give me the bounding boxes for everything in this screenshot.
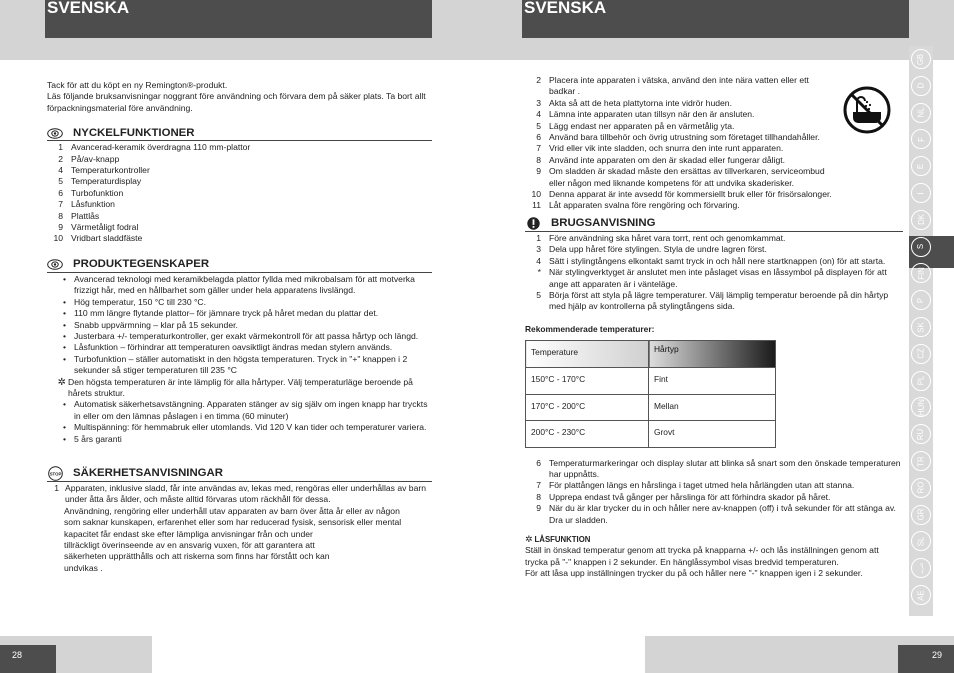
- list-item-number: 2: [536, 75, 541, 85]
- table-cell-hair-type: Mellan: [649, 394, 776, 421]
- list-item: [47, 211, 432, 222]
- no-water-warning-icon: [842, 85, 892, 135]
- language-tab-label: FIN: [916, 267, 926, 280]
- list-item: [47, 222, 432, 233]
- eye-icon: [47, 259, 63, 271]
- list-item: [47, 434, 432, 445]
- list-item: [525, 503, 903, 526]
- info-icon: [525, 218, 541, 230]
- lock-function-title: LÅSFUNKTION: [534, 535, 591, 545]
- list-item-text: Turbofunktion – ställer automatiskt in den högsta temperaturen. Tryck in "+" knappen i 2 sekunder så stiger temperaturen till 235 °C: [74, 353, 408, 376]
- list-item-text: Upprepa endast två gånger per hårslinga för att förhindra skador på håret.: [549, 491, 831, 502]
- bullet-icon: •: [62, 422, 66, 433]
- list-item-text: Lägg endast ner apparaten på en värmetålig yta.: [549, 120, 735, 131]
- bullet-icon: •: [62, 308, 66, 319]
- list-item: [47, 342, 432, 353]
- list-item-number: 7: [58, 199, 63, 210]
- table-cell-temperature: 150°C - 170°C: [526, 368, 649, 395]
- sun-icon: ✲: [57, 376, 66, 388]
- table-row: [526, 421, 776, 448]
- page-title-right: SVENSKA: [522, 0, 909, 38]
- table-header-hair-type: Hårtyp: [649, 341, 776, 368]
- key-features-title: NYCKELFUNKTIONER: [73, 126, 195, 139]
- list-item-text: Temperaturdisplay: [71, 176, 142, 187]
- list-item: [525, 155, 835, 166]
- list-item-number: 11: [532, 200, 541, 211]
- list-item-number: 2: [58, 153, 63, 164]
- usage-list-2: [525, 458, 903, 526]
- list-item-number: 6: [536, 132, 541, 143]
- product-features-title: PRODUKTEGENSKAPER: [73, 258, 210, 271]
- language-tab-label: HUN: [916, 398, 926, 416]
- list-item-number: 4: [536, 255, 541, 266]
- stop-icon: [47, 468, 63, 480]
- language-tab-label: NL: [916, 107, 926, 118]
- list-item: [525, 189, 835, 200]
- list-item-text: Multispänning: för hemmabruk eller utomlands. Vid 120 V kan tider och temperaturer variera.: [74, 422, 427, 433]
- safety-item-text: Apparaten, inklusive sladd, får inte användas av, lekas med, rengöras eller underhållas av barn under åtta års ålder, och måste alltid förvaras utom räckhåll för dessa.: [65, 482, 426, 505]
- list-item: [47, 165, 432, 176]
- bullet-icon: •: [62, 273, 66, 284]
- usage-heading: [525, 218, 903, 232]
- language-tab[interactable]: [911, 397, 931, 417]
- list-item-text: 5 års garanti: [74, 433, 122, 444]
- list-item-number: 3: [536, 97, 541, 108]
- list-item-number: 5: [58, 176, 63, 187]
- list-item-text: Denna apparat är inte avsedd för kommersiellt bruk eller för frisörsalonger.: [549, 189, 832, 200]
- list-item-text: Sätt i stylingtångens elkontakt samt tryck in och håll nere startknappen (on) för att starta.: [549, 255, 886, 266]
- list-item: [525, 132, 835, 143]
- list-item: [525, 492, 903, 503]
- list-item-text: Placera inte apparaten i vätska, använd den inte nära vatten eller ett badkar .: [549, 75, 809, 97]
- language-tab-label: E: [916, 163, 926, 169]
- list-item: [525, 267, 903, 290]
- safety-title: SÄKERHETSANVISNINGAR: [73, 467, 223, 480]
- list-item-number: 3: [536, 244, 541, 255]
- list-item: [525, 244, 903, 255]
- list-item-text: För plattången längs en hårslinga i taget utmed hela hårlängden utan att stanna.: [549, 480, 855, 491]
- list-item-number: 5: [536, 289, 541, 300]
- list-item: [47, 399, 432, 422]
- language-tab[interactable]: [911, 344, 931, 364]
- product-features-list-2: [47, 399, 432, 445]
- list-item: [525, 200, 835, 211]
- bullet-icon: •: [62, 342, 66, 353]
- language-tab[interactable]: [911, 531, 931, 551]
- language-tab[interactable]: [911, 156, 931, 176]
- list-item: [525, 290, 903, 313]
- list-item: [47, 199, 432, 210]
- list-item: [47, 188, 432, 199]
- list-item-number: 4: [536, 109, 541, 120]
- list-item-number: *: [537, 267, 541, 278]
- language-tab-label: D: [916, 82, 926, 89]
- list-item-text: Justerbara +/- temperaturkontroller, ger exakt värmekontroll för att passa hårtyp och längd.: [74, 330, 419, 341]
- table-row: [526, 368, 776, 395]
- language-tab-label: SK: [916, 321, 926, 333]
- list-item-number: 1: [58, 142, 63, 153]
- page-number-left: 28: [0, 645, 56, 673]
- usage-list: [525, 233, 903, 313]
- language-tab-label: P: [916, 297, 926, 303]
- list-item: [47, 233, 432, 244]
- list-item: [525, 233, 903, 244]
- list-item-number: 9: [536, 503, 541, 514]
- list-item-text: Låsfunktion: [71, 199, 115, 210]
- language-tab[interactable]: [911, 103, 931, 123]
- list-item-text: Temperaturmarkeringar och display slutar att blinka så snart som den önskade temperaturen har uppnåtts.: [549, 457, 901, 480]
- safety-text-line: säkerheten upprätthålls och att riskerna som finns har förstått och kan: [64, 551, 330, 562]
- language-tab[interactable]: [911, 49, 931, 69]
- language-tab[interactable]: [911, 237, 931, 257]
- table-header-temperature: Temperature: [526, 341, 649, 368]
- svg-text:STOP: STOP: [49, 471, 61, 477]
- list-item-text: Hög temperatur, 150 °C till 230 °C.: [74, 296, 207, 307]
- list-item: [47, 320, 432, 331]
- list-item-number: 8: [536, 154, 541, 165]
- sun-note: [47, 377, 432, 400]
- language-tab-label: RO: [916, 481, 926, 494]
- list-item: [47, 142, 432, 153]
- lock-function-text-2: För att låsa upp inställningen trycker du på och håller nere "-" knappen igen i 2 sekunder.: [525, 568, 863, 579]
- bullet-icon: •: [62, 330, 66, 341]
- page-title-left: SVENSKA: [45, 0, 432, 38]
- table-cell-temperature: 170°C - 200°C: [526, 394, 649, 421]
- list-item-number: 6: [58, 187, 63, 198]
- sun-note-text: Den högsta temperaturen är inte lämplig för alla hårtyper. Välj temperaturläge beroende på hårets struktur.: [68, 376, 413, 398]
- list-item-text: Akta så att de heta plattytorna inte vidrör huden.: [549, 97, 732, 108]
- language-tab-label: DK: [916, 214, 926, 226]
- list-item-text: Om sladden är skadad måste den ersättas av tillverkaren, serviceombud eller någon med liknande kompetens för att undvika skaderisker.: [549, 166, 825, 188]
- intro-line-1: Tack för att du köpt en ny Remington®-produkt.: [47, 80, 228, 90]
- table-row: [526, 394, 776, 421]
- language-tab[interactable]: [911, 129, 931, 149]
- safety-item-number: 1: [54, 482, 59, 493]
- lock-function-heading: [525, 534, 903, 545]
- list-item: [525, 458, 903, 481]
- language-tab-label: RU: [916, 428, 926, 440]
- language-tab-label: I: [916, 191, 926, 195]
- language-tab[interactable]: [911, 505, 931, 525]
- sun-icon: ✲: [525, 534, 533, 545]
- list-item-text: Automatisk säkerhetsavstängning. Apparaten stänger av sig själv om ingen knapp har tryckts in eller om den lämnas påslagen i en timma (60 minuter): [74, 399, 428, 421]
- safety-text-line: undvikas .: [64, 562, 103, 573]
- table-header-row: [526, 341, 776, 368]
- product-features-list: [47, 274, 432, 377]
- list-item-text: Låsfunktion – förhindrar att temperaturen oavsiktligt ändras medan stylern används.: [74, 342, 393, 353]
- list-item-number: 1: [536, 232, 541, 243]
- product-features-heading: [47, 259, 432, 273]
- language-tab-label: SL: [916, 536, 926, 547]
- lock-function-text-1: Ställ in önskad temperatur genom att trycka på knapparna +/- och lås inställningen genom att trycka på "-" knappen i 2 sekunder. En hänglåssymbol visas bredvid temperaturen.: [525, 545, 879, 567]
- language-tab-label: PL: [916, 375, 926, 386]
- language-tab[interactable]: [911, 478, 931, 498]
- list-item: [525, 143, 835, 154]
- intro-text: [47, 80, 432, 114]
- page-number-right: 29: [898, 645, 954, 673]
- language-tab-label: S: [916, 243, 926, 250]
- list-item-text: Låt apparaten svalna före rengöring och förvaring.: [549, 200, 740, 211]
- language-tab[interactable]: [911, 585, 931, 605]
- list-item: [47, 297, 432, 308]
- language-tab[interactable]: [911, 183, 931, 203]
- language-tab[interactable]: [911, 210, 931, 230]
- safety-text-line: Användning, rengöring eller underhåll utav apparaten av barn över åtta år eller av någon: [64, 505, 400, 516]
- safety-list: [525, 75, 835, 212]
- bullet-icon: •: [62, 319, 66, 330]
- list-item-text: Vrid eller vik inte sladden, och snurra den inte runt apparaten.: [549, 143, 784, 154]
- list-item: [525, 121, 835, 132]
- list-item-number: 5: [536, 120, 541, 131]
- language-tab-label: GB: [916, 53, 926, 65]
- list-item: [525, 75, 835, 98]
- language-tab-label: AE: [916, 589, 926, 601]
- list-item-text: Lämna inte apparaten utan tillsyn när den är ansluten.: [549, 109, 755, 120]
- list-item-number: 6: [536, 457, 541, 468]
- list-item: [47, 331, 432, 342]
- table-cell-hair-type: Fint: [649, 368, 776, 395]
- bullet-icon: •: [62, 353, 66, 364]
- table-cell-hair-type: Grovt: [649, 421, 776, 448]
- list-item-text: Plattlås: [71, 210, 100, 221]
- eye-icon: [47, 127, 63, 139]
- safety-heading: [47, 468, 432, 482]
- bullet-icon: •: [62, 399, 66, 410]
- list-item: [525, 480, 903, 491]
- right-column: [525, 75, 903, 580]
- list-item-text: När stylingverktyget är anslutet men inte påslaget visas en låssymbol på displayen för att ange att apparaten är i vänteläge.: [549, 267, 887, 289]
- safety-item-1-more: [47, 506, 432, 574]
- safety-text-line: kapacitet får endast ske efter lämpliga anvisningar från och under: [64, 528, 313, 539]
- list-item-number: 7: [536, 480, 541, 491]
- language-tab[interactable]: [911, 424, 931, 444]
- list-item-text: Vridbart sladdfäste: [71, 233, 143, 244]
- safety-text-line: som saknar kunskapen, erfarenhet eller som har reducerad fysisk, sensorisk eller mental: [64, 517, 402, 528]
- list-item: [525, 109, 835, 120]
- language-tab[interactable]: [911, 558, 931, 578]
- safety-text-line: tillräckligt överinseende av en ansvarig vuxen, för att garantera att: [64, 540, 315, 550]
- list-item-number: 4: [58, 165, 63, 176]
- language-tabs: [909, 46, 933, 616]
- list-item: [47, 154, 432, 165]
- active-tab-strip: [933, 236, 954, 268]
- language-tab[interactable]: [911, 263, 931, 283]
- list-item-text: Värmetåligt fodral: [71, 222, 139, 233]
- list-item-text: Använd bara tillbehör och övrig utrustning som företaget tillhandahåller.: [549, 132, 820, 143]
- list-item-number: 7: [536, 143, 541, 154]
- list-item: [47, 308, 432, 319]
- key-features-list: [47, 142, 432, 245]
- language-tab-label: CZ: [916, 348, 926, 359]
- list-item-text: Avancerad-keramik överdragna 110 mm-plattor: [71, 142, 251, 153]
- list-item: [525, 98, 835, 109]
- list-item: [525, 256, 903, 267]
- intro-line-2: Läs följande bruksanvisningar noggrant före användning och förvara dem på säker plats. Ta bort allt förpackningsmaterial före användning.: [47, 91, 426, 113]
- list-item: [47, 354, 432, 377]
- list-item-number: 10: [53, 233, 63, 244]
- language-tab[interactable]: [911, 371, 931, 391]
- list-item-text: Före användning ska håret vara torrt, rent och genomkammat.: [549, 232, 786, 243]
- language-tab[interactable]: [911, 290, 931, 310]
- list-item-number: 9: [58, 222, 63, 233]
- list-item-number: 9: [536, 166, 541, 177]
- list-item: [47, 422, 432, 433]
- list-item: [47, 176, 432, 187]
- list-item-text: Dela upp håret före stylingen. Styla de undre lagren först.: [549, 244, 767, 255]
- list-item-text: På/av-knapp: [71, 153, 120, 164]
- list-item-text: Avancerad teknologi med keramikbelagda plattor fyllda med mikrobalsam för att motverka frizzigt hår, med en hållbarhet som gäller under hela apparatens livslängd.: [74, 273, 415, 296]
- list-item-text: Temperaturkontroller: [71, 165, 150, 176]
- list-item-number: 8: [58, 210, 63, 221]
- table-cell-temperature: 200°C - 230°C: [526, 421, 649, 448]
- list-item-number: 10: [531, 189, 541, 200]
- list-item-text: Snabb uppvärmning – klar på 15 sekunder.: [74, 319, 238, 330]
- key-features-heading: [47, 127, 432, 141]
- list-item-text: Turbofunktion: [71, 187, 124, 198]
- language-tab[interactable]: [911, 317, 931, 337]
- language-tab[interactable]: [911, 76, 931, 96]
- list-item-number: 8: [536, 491, 541, 502]
- bullet-icon: •: [62, 433, 66, 444]
- list-item-text: 110 mm längre flytande plattor– för jämnare tryck på håret medan du plattar det.: [74, 308, 379, 319]
- language-tab[interactable]: [911, 451, 931, 471]
- list-item-text: Använd inte apparaten om den är skadad eller fungerar dåligt.: [549, 154, 786, 165]
- list-item-text: När du är klar trycker du in och håller nere av-knappen (off) i två sekunder för att stänga av. Dra ur sladden.: [549, 503, 896, 525]
- language-tab-label: العربية: [918, 562, 924, 574]
- language-tab-label: TR: [916, 455, 926, 467]
- language-tab-label: GR: [916, 508, 926, 521]
- list-item: [47, 274, 432, 297]
- usage-title: BRUGSANVISNING: [551, 217, 656, 230]
- recommended-temps-title: Rekommenderade temperaturer:: [525, 323, 655, 334]
- list-item: [525, 166, 835, 189]
- temperature-table: [525, 340, 776, 448]
- language-tab-label: F: [916, 137, 926, 142]
- safety-item-1: [47, 483, 432, 506]
- bullet-icon: •: [62, 296, 66, 307]
- list-item-text: Börja först att styla på lägre temperaturer. Välj lämplig temperatur beroende på din hårtyp med hjälp av kontrollerna på stylingtångens sida.: [549, 289, 889, 312]
- left-column: [47, 80, 432, 574]
